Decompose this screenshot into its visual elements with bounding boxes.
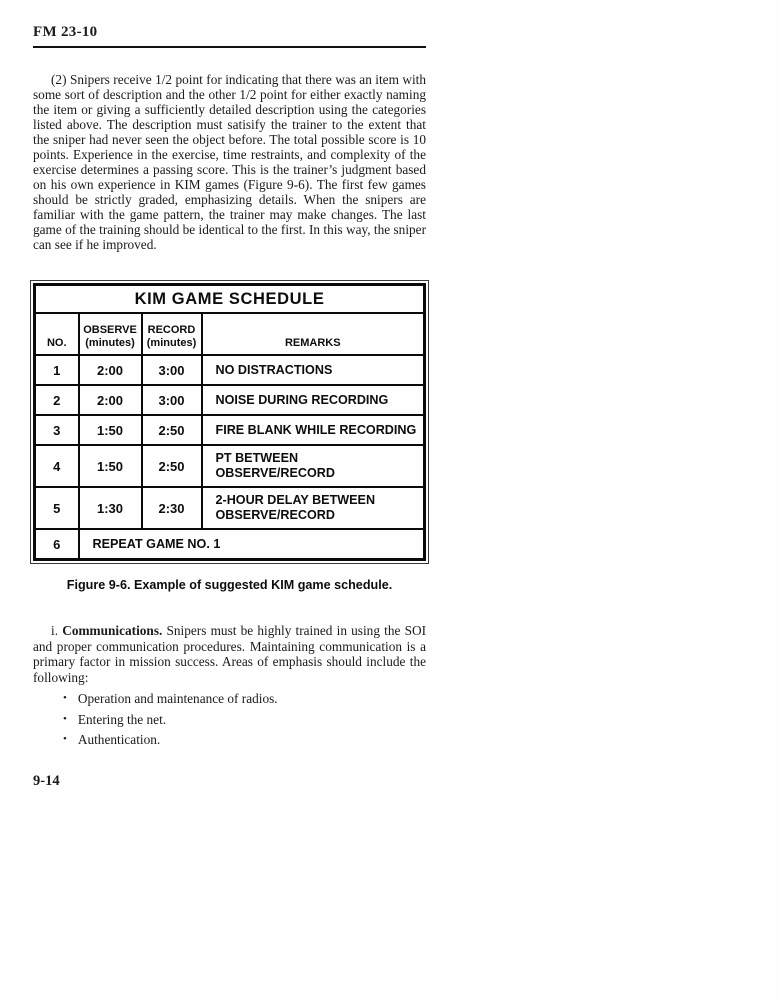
- table-row: [35, 385, 425, 415]
- table-title: KIM GAME SCHEDULE: [35, 285, 425, 314]
- cell-observe: 1:50: [79, 445, 142, 487]
- communications-paragraph: [33, 623, 426, 685]
- cell-remarks: NOISE DURING RECORDING: [202, 385, 425, 415]
- kim-game-schedule-table: [33, 283, 426, 561]
- table-row: [35, 355, 425, 385]
- cell-remarks: REPEAT GAME NO. 1: [79, 529, 425, 560]
- table-header-row: [35, 313, 425, 355]
- table-row: [35, 487, 425, 529]
- cell-remarks: 2-HOUR DELAY BETWEEN OBSERVE/RECORD: [202, 487, 425, 529]
- table-row: [35, 415, 425, 445]
- cell-record: 2:50: [142, 445, 202, 487]
- bullet-icon: •: [63, 712, 67, 725]
- figure-caption: Figure 9-6. Example of suggested KIM game schedule.: [66, 578, 393, 592]
- col-header-observe-line1: OBSERVE: [83, 324, 137, 336]
- col-header-record-line1: RECORD: [147, 324, 196, 336]
- cell-remarks: FIRE BLANK WHILE RECORDING: [202, 415, 425, 445]
- cell-record: 3:00: [142, 385, 202, 415]
- cell-observe: 2:00: [79, 385, 142, 415]
- cell-record: 2:30: [142, 487, 202, 529]
- kim-game-schedule-figure: [33, 283, 426, 561]
- list-item-text: Entering the net.: [77, 711, 167, 727]
- list-item: [63, 732, 426, 747]
- cell-no: 4: [35, 445, 79, 487]
- page-content: [33, 24, 426, 790]
- list-item-text: Operation and maintenance of radios.: [77, 691, 278, 706]
- table-row: [35, 529, 425, 560]
- page-number: 9-14: [33, 773, 60, 789]
- communications-text: Snipers must be highly trained in using the SOI and proper communication procedures. Maintaining communication is a primary factor in mission success. Areas of emphasis should include the following:: [33, 623, 426, 685]
- cell-no: 2: [35, 385, 79, 415]
- col-header-observe: [79, 313, 142, 355]
- col-header-record: [142, 313, 202, 355]
- bullet-icon: •: [63, 692, 67, 704]
- col-header-observe-line2: (minutes): [85, 336, 135, 349]
- list-item: [63, 712, 426, 727]
- emphasis-bullet-list: [33, 691, 426, 747]
- cell-remarks: NO DISTRACTIONS: [202, 355, 425, 385]
- col-header-no: NO.: [35, 313, 79, 355]
- table-title-row: [35, 285, 425, 314]
- cell-no: 5: [35, 487, 79, 529]
- cell-remarks: PT BETWEEN OBSERVE/RECORD: [202, 445, 425, 487]
- cell-no: 3: [35, 415, 79, 445]
- cell-record: 3:00: [142, 355, 202, 385]
- document-header: FM 23-10: [33, 24, 426, 48]
- list-item-text: Authentication.: [77, 732, 161, 747]
- cell-no: 6: [35, 529, 79, 560]
- cell-no: 1: [35, 355, 79, 385]
- bullet-icon: •: [63, 733, 67, 745]
- cell-record: 2:50: [142, 415, 202, 445]
- col-header-remarks: REMARKS: [202, 313, 425, 355]
- item-label: i.: [51, 623, 59, 638]
- cell-observe: 1:30: [79, 487, 142, 529]
- col-header-record-line2: (minutes): [146, 336, 197, 349]
- table-row: [35, 445, 425, 487]
- cell-observe: 1:50: [79, 415, 142, 445]
- list-item: [63, 691, 426, 706]
- cell-observe: 2:00: [79, 355, 142, 385]
- communications-heading: Communications.: [62, 623, 163, 638]
- paragraph-2: (2) Snipers receive 1/2 point for indicating that there was an item with some sort of description and the other 1/2 point for either exactly naming the item or giving a sufficiently detailed description using the categories listed above. The description must satisify the trainer to the extent that the sniper had never seen the object before. The total possible score is 10 points. Experience in the exercise, time restraints, and complexity of the exercise determines a passing score. This is the trainer’s judgment based on his own experience in KIM games (Figure 9-6). The first few games should be strictly graded, emphasizing details. When the snipers are familiar with the game pattern, the trainer may make changes. The last game of the training should be identical to the first. In this way, the sniper can see if he improved.: [33, 72, 426, 252]
